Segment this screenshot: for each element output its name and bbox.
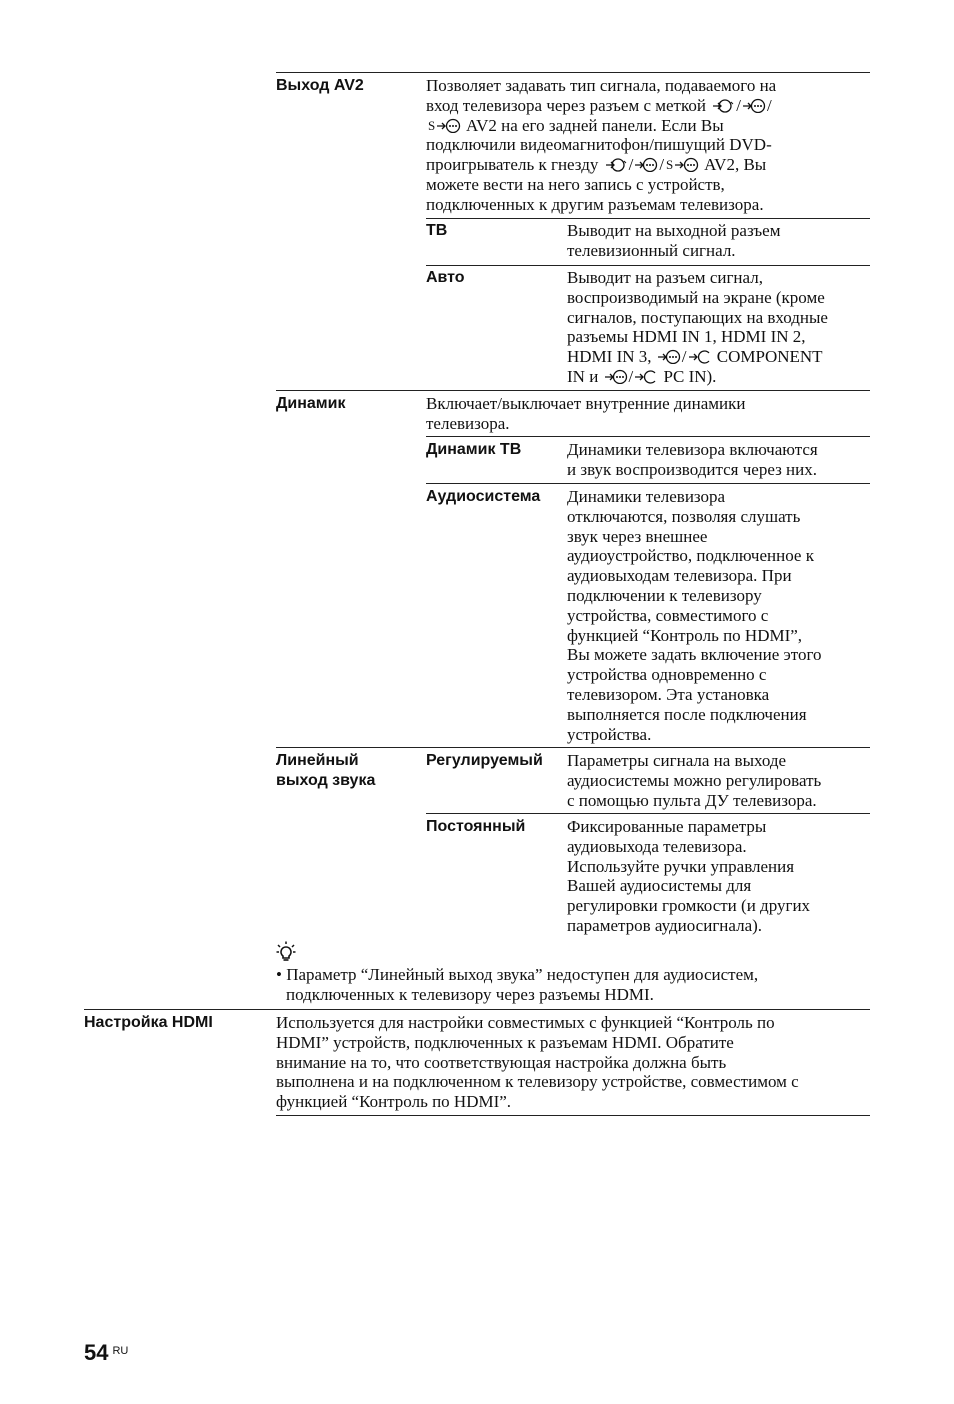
rule-line-out bbox=[276, 747, 870, 748]
term-av2: Выход AV2 bbox=[276, 77, 364, 94]
component-in-icon bbox=[634, 369, 658, 384]
term-hdmi: Настройка HDMI bbox=[84, 1014, 213, 1031]
hdmi-description: Используется для настройки совместимых с функцией “Контроль по HDMI” устройств, подключенных к разъемам HDMI. Обратите внимание на то, что соответствующая настройка должна быть выполнена и на подключенном к телевизору устройстве, совместимом с функцией “Контроль по HDMI”. bbox=[276, 1013, 799, 1112]
term-speaker: Динамик bbox=[276, 395, 346, 412]
tip-icon bbox=[276, 941, 296, 968]
rule-speaker bbox=[276, 390, 870, 391]
page-footer bbox=[84, 1340, 128, 1366]
av2-line-2: вход телевизора через разъем с меткой / / bbox=[426, 95, 772, 115]
term-fixed: Постоянный bbox=[426, 818, 526, 835]
rule-auto bbox=[426, 265, 870, 266]
rule-top bbox=[276, 72, 870, 73]
language-code: RU bbox=[112, 1345, 129, 1357]
rule-tv bbox=[426, 218, 870, 219]
video-in-icon bbox=[604, 369, 628, 384]
term-variable: Регулируемый bbox=[426, 752, 543, 769]
svg-text:S: S bbox=[666, 157, 674, 173]
tip-text: • Параметр “Линейный выход звука” недоступен для аудиосистем, подключенных к телевизору через разъемы HDMI. bbox=[276, 965, 759, 1004]
av2-line-1: Позволяет задавать тип сигнала, подаваемого на bbox=[426, 76, 777, 95]
page-number: 54 bbox=[84, 1340, 109, 1365]
video-in-icon bbox=[634, 157, 658, 172]
av2-line-6: можете вести на него запись с устройств, bbox=[426, 174, 725, 194]
tv-description: Выводит на выходной разъем телевизионный сигнал. bbox=[567, 221, 781, 260]
audio-system-description: Динамики телевизора отключаются, позволяя слушать звук через внешнее аудиоустройство, подключенное к аудиовыходам телевизора. При подключении к телевизору устройства, совместимого с функцией “Контроль по HDMI”, Вы можете задать включение этого устройства одновременно с телевизором. Эта установка выполняется после подключения устройства. bbox=[567, 487, 822, 744]
av2-line-4: подключили видеомагнитофон/пишущий DVD- bbox=[426, 135, 772, 155]
term-tv: ТВ bbox=[426, 222, 448, 239]
video-in-icon bbox=[657, 349, 681, 364]
av2-line-5: проигрыватель к гнезду / / S AV2, Вы bbox=[426, 155, 767, 175]
s-video-icon bbox=[665, 157, 703, 172]
tv-speaker-description: Динамики телевизора включаются и звук воспроизводится через них. bbox=[567, 440, 818, 479]
term-audio-system: Аудиосистема bbox=[426, 488, 541, 505]
variable-description: Параметры сигнала на выходе аудиосистемы можно регулировать с помощью пульта ДУ телевизора. bbox=[567, 751, 822, 810]
svg-text:S: S bbox=[428, 117, 436, 133]
speaker-description: Включает/выключает внутренние динамики телевизора. bbox=[426, 394, 746, 433]
in-out-icon bbox=[711, 98, 735, 113]
s-video-icon bbox=[427, 118, 465, 133]
rule-hdmi bbox=[84, 1009, 870, 1010]
term-auto: Авто bbox=[426, 269, 465, 286]
bullet: • bbox=[276, 965, 282, 984]
av2-description bbox=[426, 76, 866, 215]
auto-description: Выводит на разъем сигнал, воспроизводимый на экране (кроме сигналов, поступающих на входные разъемы HDMI IN 1, HDMI IN 2, HDMI IN 3, / COMPONENT IN и / PC IN). bbox=[567, 268, 828, 386]
term-line-out: Линейный выход звука bbox=[276, 752, 376, 789]
rule-audio-system bbox=[426, 483, 870, 484]
fixed-description: Фиксированные параметры аудиовыхода телевизора. Используйте ручки управления Вашей аудиосистемы для регулировки громкости (и других параметров аудиосигнала). bbox=[567, 817, 811, 935]
av2-line-7: подключенных к другим разъемам телевизора. bbox=[426, 194, 764, 214]
component-in-icon bbox=[688, 349, 712, 364]
video-in-icon bbox=[742, 98, 766, 113]
term-tv-speaker: Динамик ТВ bbox=[426, 441, 522, 458]
rule-fixed bbox=[426, 813, 870, 814]
rule-bottom bbox=[276, 1115, 870, 1116]
av2-line-3: S AV2 на его задней панели. Если Вы bbox=[428, 115, 724, 135]
rule-tv-speaker bbox=[426, 436, 870, 437]
in-out-icon bbox=[604, 157, 628, 172]
